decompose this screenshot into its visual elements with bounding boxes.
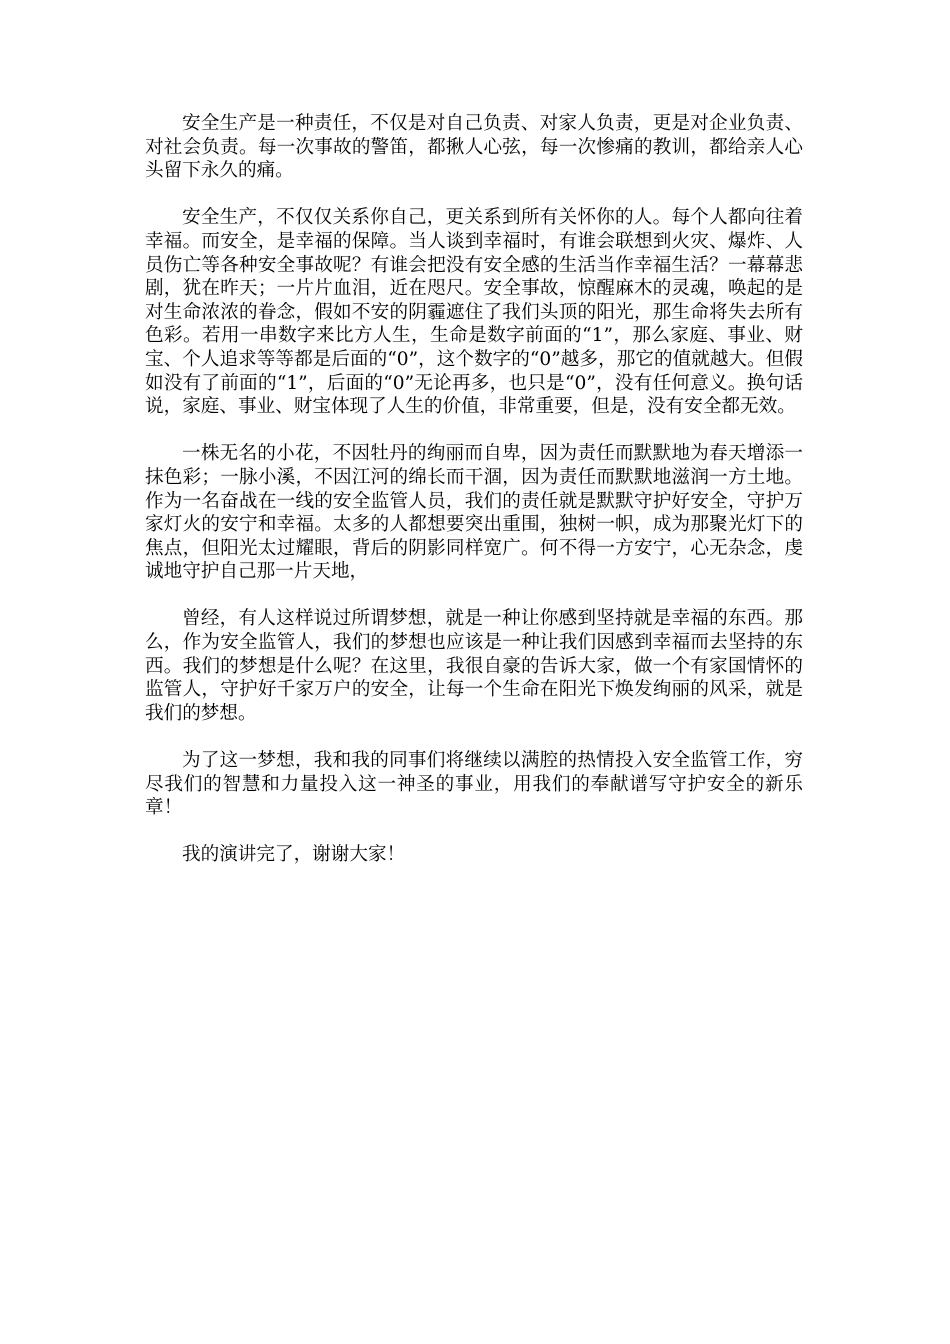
document-body [145,112,803,891]
paragraph-4: 曾经，有人这样说过所谓梦想，就是一种让你感到坚持就是幸福的东西。那么，作为安全监管人，我们的梦想也应该是一种让我们因感到幸福而去坚持的东西。我们的梦想是什么呢？在这里，我很自豪的告诉大家，做一个有家国情怀的监管人，守护好千家万户的安全，让每一个生命在阳光下焕发绚丽的风采，就是我们的梦想。 [145,608,803,724]
paragraph-1: 安全生产是一种责任，不仅是对自己负责、对家人负责，更是对企业负责、对社会负责。每一次事故的警笛，都揪人心弦，每一次惨痛的教训，都给亲人心头留下永久的痛。 [145,113,803,182]
paragraph-3: 一株无名的小花，不因牡丹的绚丽而自卑，因为责任而默默地为春天增添一抹色彩；一脉小溪，不因江河的绵长而干涸，因为责任而默默地滋润一方土地。作为一名奋战在一线的安全监管人员，我们的责任就是默默守护好安全，守护万家灯火的安宁和幸福。太多的人都想要突出重围，独树一帜，成为那聚光灯下的焦点，但阳光太过耀眼，背后的阴影同样宽广。何不得一方安宁，心无杂念，虔诚地守护自己那一片天地， [145,443,803,583]
paragraph-closing: 我的演讲完了，谢谢大家！ [182,844,406,866]
paragraph-2: 安全生产，不仅仅关系你自己，更关系到所有关怀你的人。每个人都向往着幸福。而安全，是幸福的保障。当人谈到幸福时，有谁会联想到火灾、爆炸、人员伤亡等各种安全事故呢？有谁会把没有安全感的生活当作幸福生活？一幕幕悲剧，犹在昨天；一片片血泪，近在咫尺。安全事故，惊醒麻木的灵魂，唤起的是对生命浓浓的眷念，假如不安的阴霾遮住了我们头顶的阳光，那生命将失去所有色彩。若用一串数字来比方人生，生命是数字前面的“1”，那么家庭、事业、财宝、个人追求等等都是后面的“0”，这个数字的“0”越多，那它的值就越大。但假如没有了前面的“1”，后面的“0”无论再多，也只是“0”，没有任何意义。换句话说，家庭、事业、财宝体现了人生的价值，非常重要，但是，没有安全都无效。 [145,207,803,418]
paragraph-5: 为了这一梦想，我和我的同事们将继续以满腔的热情投入安全监管工作，穷尽我们的智慧和力量投入这一神圣的事业，用我们的奉献谱写守护安全的新乐章！ [145,750,803,819]
